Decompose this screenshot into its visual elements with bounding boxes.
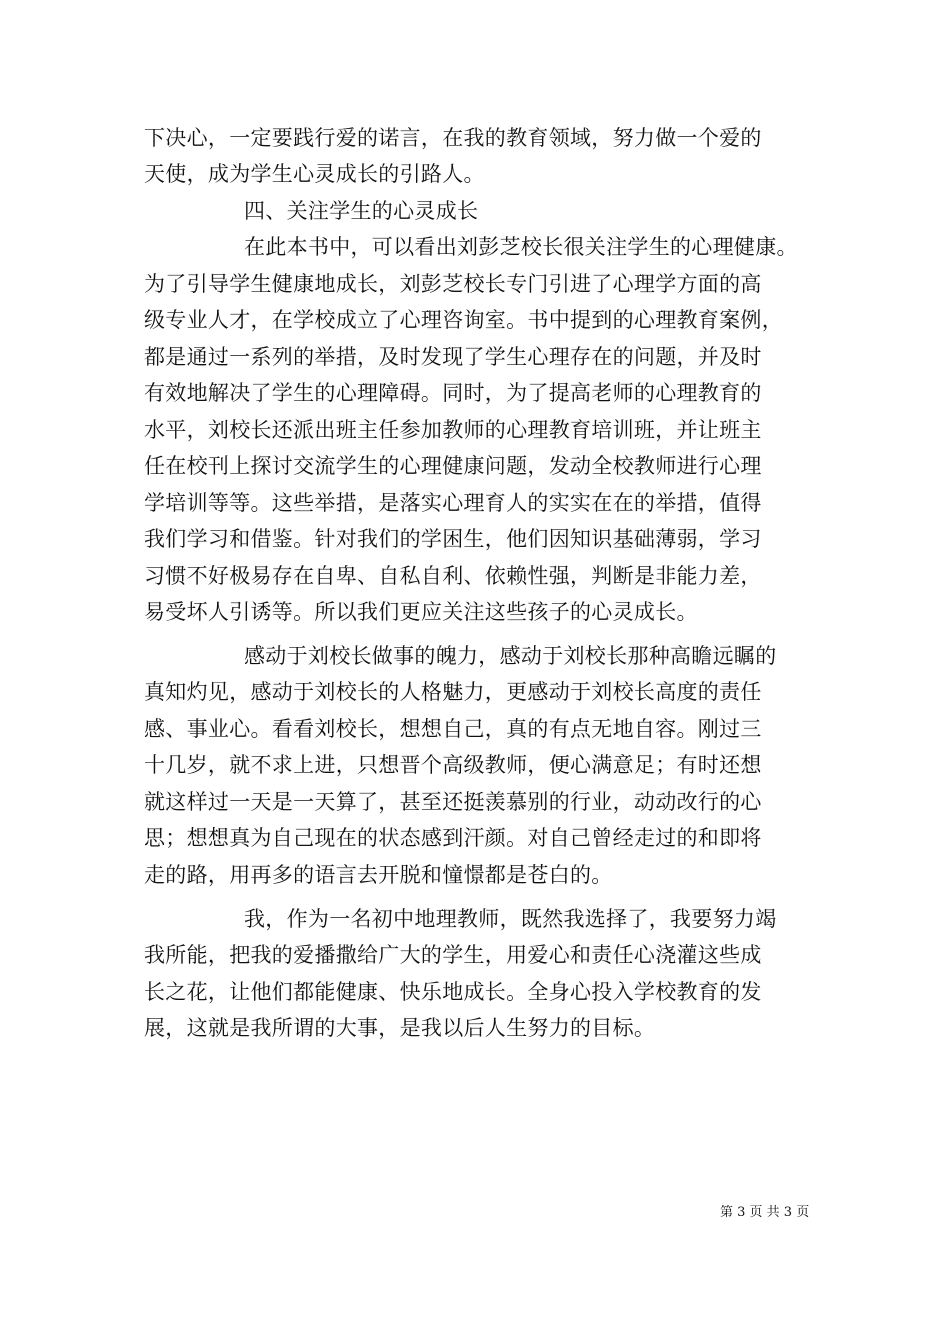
text-line: 走的路，用再多的语言去开脱和憧憬都是苍白的。 — [144, 863, 613, 887]
text-line: 长之花，让他们都能健康、快乐地成长。全身心投入学校教育的发 — [144, 980, 762, 1004]
text-line: 水平，刘校长还派出班主任参加教师的心理教育培训班，并让班主 — [144, 418, 762, 442]
text-line: 我们学习和借鉴。针对我们的学困生，他们因知识基础薄弱，学习 — [144, 527, 762, 551]
text-line: 我，作为一名初中地理教师，既然我选择了，我要努力竭 — [244, 907, 777, 931]
text-line: 展，这就是我所谓的大事，是我以后人生努力的目标。 — [144, 1016, 656, 1040]
text-line: 下决心，一定要践行爱的诺言，在我的教育领域，努力做一个爱的 — [144, 126, 762, 150]
text-line: 有效地解决了学生的心理障碍。同时，为了提高老师的心理教育的 — [144, 381, 762, 405]
page-number-footer: 第 3 页 共 3 页 — [720, 1205, 810, 1220]
section-heading: 四、关注学生的心灵成长 — [244, 199, 479, 223]
text-line: 感动于刘校长做事的魄力，感动于刘校长那种高瞻远瞩的 — [244, 644, 777, 668]
text-line: 我所能，把我的爱播撒给广大的学生，用爱心和责任心浇灌这些成 — [144, 943, 762, 967]
text-line: 真知灼见，感动于刘校长的人格魅力，更感动于刘校长高度的责任 — [144, 680, 762, 704]
text-line: 就这样过一天是一天算了，甚至还挺羡慕别的行业，动动改行的心 — [144, 790, 762, 814]
text-line: 习惯不好极易存在自卑、自私自利、依赖性强，判断是非能力差， — [144, 564, 762, 588]
text-line: 感、事业心。看看刘校长，想想自己，真的有点无地自容。刚过三 — [144, 717, 762, 741]
text-line: 都是通过一系列的举措，及时发现了学生心理存在的问题，并及时 — [144, 345, 762, 369]
text-line: 思；想想真为自己现在的状态感到汗颜。对自己曾经走过的和即将 — [144, 826, 762, 850]
text-line: 易受坏人引诱等。所以我们更应关注这些孩子的心灵成长。 — [144, 600, 698, 624]
text-line: 为了引导学生健康地成长，刘彭芝校长专门引进了心理学方面的高 — [144, 272, 762, 296]
text-line: 级专业人才，在学校成立了心理咨询室。书中提到的心理教育案例， — [144, 308, 783, 332]
text-line: 十几岁，就不求上进，只想晋个高级教师，便心满意足；有时还想 — [144, 753, 762, 777]
text-line: 天使，成为学生心灵成长的引路人。 — [144, 162, 485, 186]
text-line: 学培训等等。这些举措，是落实心理育人的实实在在的举措，值得 — [144, 491, 762, 515]
text-line: 任在校刊上探讨交流学生的心理健康问题，发动全校教师进行心理 — [144, 454, 762, 478]
text-line: 在此本书中，可以看出刘彭芝校长很关注学生的心理健康。 — [244, 235, 798, 259]
